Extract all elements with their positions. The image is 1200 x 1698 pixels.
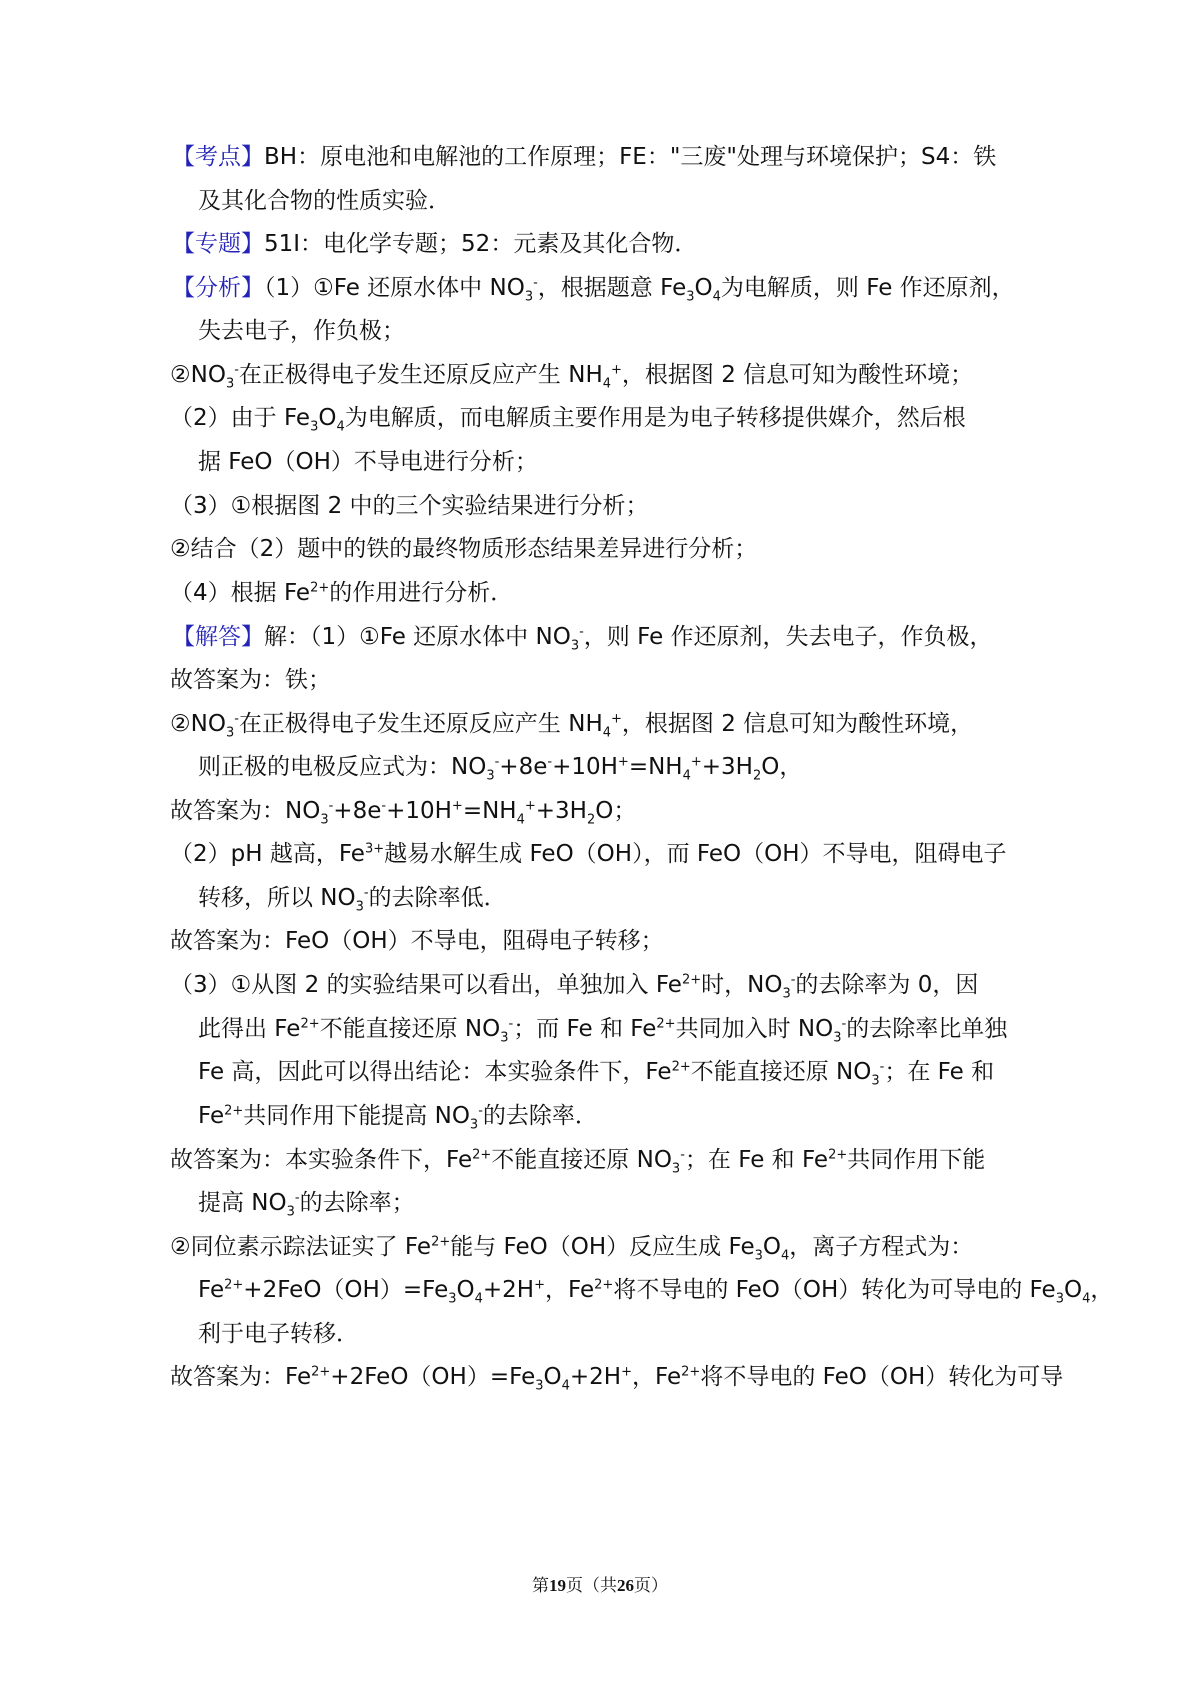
jieda-line-15 xyxy=(170,1232,973,1262)
subscript: 3 xyxy=(1055,1291,1064,1307)
superscript: - xyxy=(841,1016,847,1032)
text-run: 故答案为：本实验条件下，Fe xyxy=(170,1147,473,1173)
text-run: 在正极得电子发生还原反应产生 NH xyxy=(238,711,603,737)
page-footer: 第19页（共26页） xyxy=(532,1576,668,1596)
jieda-line-6 xyxy=(170,839,1007,869)
text-run: =NH xyxy=(462,798,517,824)
kaodian-line-1: 【考点】BH：原电池和电解池的工作原理；FE："三废"处理与环境保护；S4：铁 xyxy=(172,144,997,170)
fenxi-line-3 xyxy=(170,360,973,390)
page-number: 19 xyxy=(549,1576,566,1595)
fenxi-line-4 xyxy=(170,403,966,433)
text-run: ②结合（2）题中的铁的最终物质形态结果差异进行分析； xyxy=(170,536,758,562)
subscript: 3 xyxy=(225,725,235,741)
text-run: 不能直接还原 NO xyxy=(491,1147,672,1173)
text-run: +2H xyxy=(569,1364,622,1390)
subscript: 3 xyxy=(448,1291,457,1307)
fenxi-line-5 xyxy=(198,447,538,477)
text-run: ；在 Fe 和 Fe xyxy=(684,1147,829,1173)
jieda-heading: 【解答】 xyxy=(172,624,264,650)
superscript: - xyxy=(879,1059,885,1075)
text-run: 此得出 Fe xyxy=(198,1016,301,1042)
text-run: 不能直接还原 NO xyxy=(319,1016,501,1042)
jieda-line-8 xyxy=(170,926,664,956)
jieda-line-3 xyxy=(170,709,973,739)
subscript: 3 xyxy=(286,1204,295,1220)
subscript: 4 xyxy=(781,1248,790,1264)
text-run: O xyxy=(456,1277,475,1303)
jieda-line-10 xyxy=(198,1014,1007,1044)
jieda-line-1 xyxy=(172,622,993,652)
text-run: +10H xyxy=(386,798,452,824)
text-run: 在正极得电子发生还原反应产生 NH xyxy=(238,362,603,388)
text-run: 解：（1）①Fe 还原水体中 NO xyxy=(264,624,571,650)
jieda-line-9 xyxy=(170,970,978,1000)
text-run: ；在 Fe 和 xyxy=(884,1059,995,1085)
text-run: O； xyxy=(595,798,637,824)
superscript: 2+ xyxy=(671,1059,691,1075)
superscript: - xyxy=(547,754,553,770)
text-run: 的去除率； xyxy=(299,1190,415,1216)
superscript: + xyxy=(534,1277,546,1293)
subscript: 3 xyxy=(310,419,319,435)
superscript: - xyxy=(363,885,369,901)
text-run: 故答案为：FeO（OH）不导电，阻碍电子转移； xyxy=(170,928,664,954)
jieda-line-4 xyxy=(198,752,802,782)
subscript: 3 xyxy=(833,1030,842,1046)
text-run: +3H xyxy=(535,798,587,824)
superscript: 2+ xyxy=(310,580,330,596)
text-run: 能与 FeO（OH）反应生成 Fe xyxy=(450,1234,755,1260)
superscript: 2+ xyxy=(656,1016,676,1032)
text-run: ，Fe xyxy=(545,1277,595,1303)
kaodian-line-2: 及其化合物的性质实验． xyxy=(198,188,451,214)
superscript: 2+ xyxy=(828,1147,848,1163)
subscript: 2 xyxy=(752,768,762,784)
jieda-line-17 xyxy=(198,1319,359,1349)
text-run: ，Fe xyxy=(632,1364,682,1390)
fenxi-line-6 xyxy=(170,491,649,521)
text-run: +2FeO（OH）=Fe xyxy=(330,1364,536,1390)
text-run: 故答案为：NO xyxy=(170,798,321,824)
superscript: - xyxy=(294,1190,300,1206)
subscript: 3 xyxy=(535,1378,544,1394)
superscript: - xyxy=(579,624,584,640)
text-run: ，根据图 2 信息可知为酸性环境， xyxy=(621,711,974,737)
subscript: 3 xyxy=(320,812,329,828)
superscript: - xyxy=(234,362,239,378)
text-run: O xyxy=(1063,1277,1083,1303)
superscript: 2+ xyxy=(681,1364,701,1380)
subscript: 3 xyxy=(524,289,534,305)
superscript: + xyxy=(611,362,622,378)
subscript: 4 xyxy=(516,812,525,828)
subscript: 3 xyxy=(754,1248,763,1264)
text-run: 共同加入时 NO xyxy=(675,1016,834,1042)
subscript: 4 xyxy=(561,1378,570,1394)
subscript: 4 xyxy=(682,768,691,784)
text-run: 利于电子转移． xyxy=(198,1321,359,1347)
subscript: 4 xyxy=(474,1291,483,1307)
subscript: 4 xyxy=(712,289,721,305)
text-run: O xyxy=(762,1234,781,1260)
subscript: 3 xyxy=(486,768,495,784)
subscript: 4 xyxy=(336,419,345,435)
subscript: 3 xyxy=(500,1030,509,1046)
text-run: 故答案为：Fe xyxy=(170,1364,312,1390)
text-run: Fe xyxy=(198,1103,225,1129)
text-run: （2）由于 Fe xyxy=(170,405,311,431)
zhuanti-heading: 【专题】 xyxy=(172,231,264,257)
superscript: 2+ xyxy=(311,1364,331,1380)
text-run: 的去除率比单独 xyxy=(846,1016,1008,1042)
text-run: （1）①Fe 还原水体中 NO xyxy=(264,275,525,301)
subscript: 3 xyxy=(686,289,695,305)
subscript: 2 xyxy=(586,812,596,828)
subscript: 3 xyxy=(871,1073,880,1089)
text-run: +10H xyxy=(552,754,618,780)
fenxi-line-1 xyxy=(172,273,1015,303)
subscript: 3 xyxy=(570,638,580,654)
superscript: 2+ xyxy=(224,1277,244,1293)
text-run: 时，NO xyxy=(701,972,783,998)
superscript: 2+ xyxy=(681,972,702,988)
jieda-line-2 xyxy=(170,665,331,695)
superscript: + xyxy=(451,798,463,814)
text-run: （3）①从图 2 的实验结果可以看出，单独加入 Fe xyxy=(170,972,682,998)
text-run: Fe 高，因此可以得出结论：本实验条件下，Fe xyxy=(198,1059,672,1085)
fenxi-line-8 xyxy=(170,578,513,608)
text-run: ， xyxy=(1090,1277,1114,1303)
subscript: 4 xyxy=(602,725,612,741)
fenxi-line-2 xyxy=(198,316,405,346)
text-run: ，根据图 2 信息可知为酸性环境； xyxy=(621,362,974,388)
superscript: - xyxy=(381,798,387,814)
text-run: 为电解质，则 Fe 作还原剂， xyxy=(720,275,1015,301)
jieda-line-16 xyxy=(198,1275,1113,1305)
text-run: 共同作用下能提高 NO xyxy=(243,1103,470,1129)
text-run: O xyxy=(318,405,337,431)
superscript: - xyxy=(234,711,239,727)
text-run: （4）根据 Fe xyxy=(170,580,311,606)
subscript: 3 xyxy=(355,899,364,915)
text-run: 将不导电的 FeO（OH）转化为可导 xyxy=(700,1364,1064,1390)
text-run: 将不导电的 FeO（OH）转化为可导电的 Fe xyxy=(613,1277,1056,1303)
superscript: 2+ xyxy=(472,1147,492,1163)
text-run: 失去电子，作负极； xyxy=(198,318,405,344)
superscript: - xyxy=(328,798,334,814)
superscript: - xyxy=(508,1016,514,1032)
text-run: ；而 Fe 和 Fe xyxy=(513,1016,657,1042)
jieda-line-14 xyxy=(198,1188,415,1218)
subscript: 3 xyxy=(469,1117,479,1133)
text-run: O， xyxy=(761,754,803,780)
superscript: 2+ xyxy=(224,1103,244,1119)
text-run: 为电解质，而电解质主要作用是为电子转移提供媒介，然后根 xyxy=(344,405,966,431)
jieda-line-13 xyxy=(170,1145,985,1175)
text-run: ，则 Fe 作还原剂，失去电子，作负极， xyxy=(583,624,993,650)
jieda-line-11 xyxy=(198,1057,994,1087)
text-run: +2H xyxy=(482,1277,535,1303)
total-pages: 26 xyxy=(617,1576,634,1595)
text-run: （2）pH 越高，Fe xyxy=(170,841,365,867)
zhuanti-line: 【专题】51I：电化学专题；52：元素及其化合物． xyxy=(172,231,698,257)
text-run: 则正极的电极反应式为：NO xyxy=(198,754,487,780)
text-run: +3H xyxy=(701,754,753,780)
jieda-line-7 xyxy=(198,883,507,913)
text-run: 据 FeO（OH）不导电进行分析； xyxy=(198,449,538,475)
superscript: + xyxy=(524,798,536,814)
superscript: 3+ xyxy=(364,841,385,857)
subscript: 3 xyxy=(782,986,791,1002)
text-run: +2FeO（OH）=Fe xyxy=(243,1277,449,1303)
text-run: 的去除率低． xyxy=(368,885,507,911)
fenxi-line-7 xyxy=(170,534,757,564)
text-run: 故答案为：铁； xyxy=(170,667,331,693)
superscript: - xyxy=(478,1103,483,1119)
text-run: 不能直接还原 NO xyxy=(690,1059,872,1085)
superscript: 2+ xyxy=(300,1016,320,1032)
subscript: 4 xyxy=(1082,1291,1091,1307)
text-run: O xyxy=(543,1364,562,1390)
subscript: 3 xyxy=(225,376,235,392)
superscript: - xyxy=(680,1147,685,1163)
superscript: + xyxy=(611,711,622,727)
text-run: 共同作用下能 xyxy=(847,1147,986,1173)
text-run: ②NO xyxy=(170,711,226,737)
fenxi-heading: 【分析】 xyxy=(172,275,264,301)
text-run: +8e xyxy=(499,754,548,780)
superscript: - xyxy=(494,754,500,770)
text-run: ②NO xyxy=(170,362,226,388)
superscript: 2+ xyxy=(594,1277,614,1293)
superscript: - xyxy=(790,972,796,988)
text-run: ，离子方程式为： xyxy=(789,1234,974,1260)
jieda-line-12 xyxy=(198,1101,598,1131)
text-run: 越易水解生成 FeO（OH），而 FeO（OH）不导电，阻碍电子 xyxy=(384,841,1007,867)
text-run: ②同位素示踪法证实了 Fe xyxy=(170,1234,432,1260)
text-run: 的作用进行分析． xyxy=(329,580,514,606)
superscript: + xyxy=(621,1364,633,1380)
text-run: （3）①根据图 2 中的三个实验结果进行分析； xyxy=(170,493,649,519)
jieda-line-18 xyxy=(170,1362,1063,1392)
text-run: 提高 NO xyxy=(198,1190,287,1216)
superscript: + xyxy=(617,754,629,770)
superscript: + xyxy=(690,754,702,770)
text-run: 的去除率． xyxy=(482,1103,598,1129)
text-run: O xyxy=(694,275,713,301)
subscript: 3 xyxy=(671,1161,681,1177)
text-run: +8e xyxy=(333,798,382,824)
text-run: 的去除率为 0，因 xyxy=(795,972,979,998)
kaodian-heading: 【考点】 xyxy=(172,144,264,170)
text-run: =NH xyxy=(628,754,683,780)
jieda-line-5 xyxy=(170,796,636,826)
text-run: Fe xyxy=(198,1277,225,1303)
text-run: ，根据题意 Fe xyxy=(537,275,687,301)
superscript: 2+ xyxy=(431,1234,451,1250)
superscript: - xyxy=(533,275,538,291)
subscript: 4 xyxy=(602,376,612,392)
text-run: 转移，所以 NO xyxy=(198,885,356,911)
